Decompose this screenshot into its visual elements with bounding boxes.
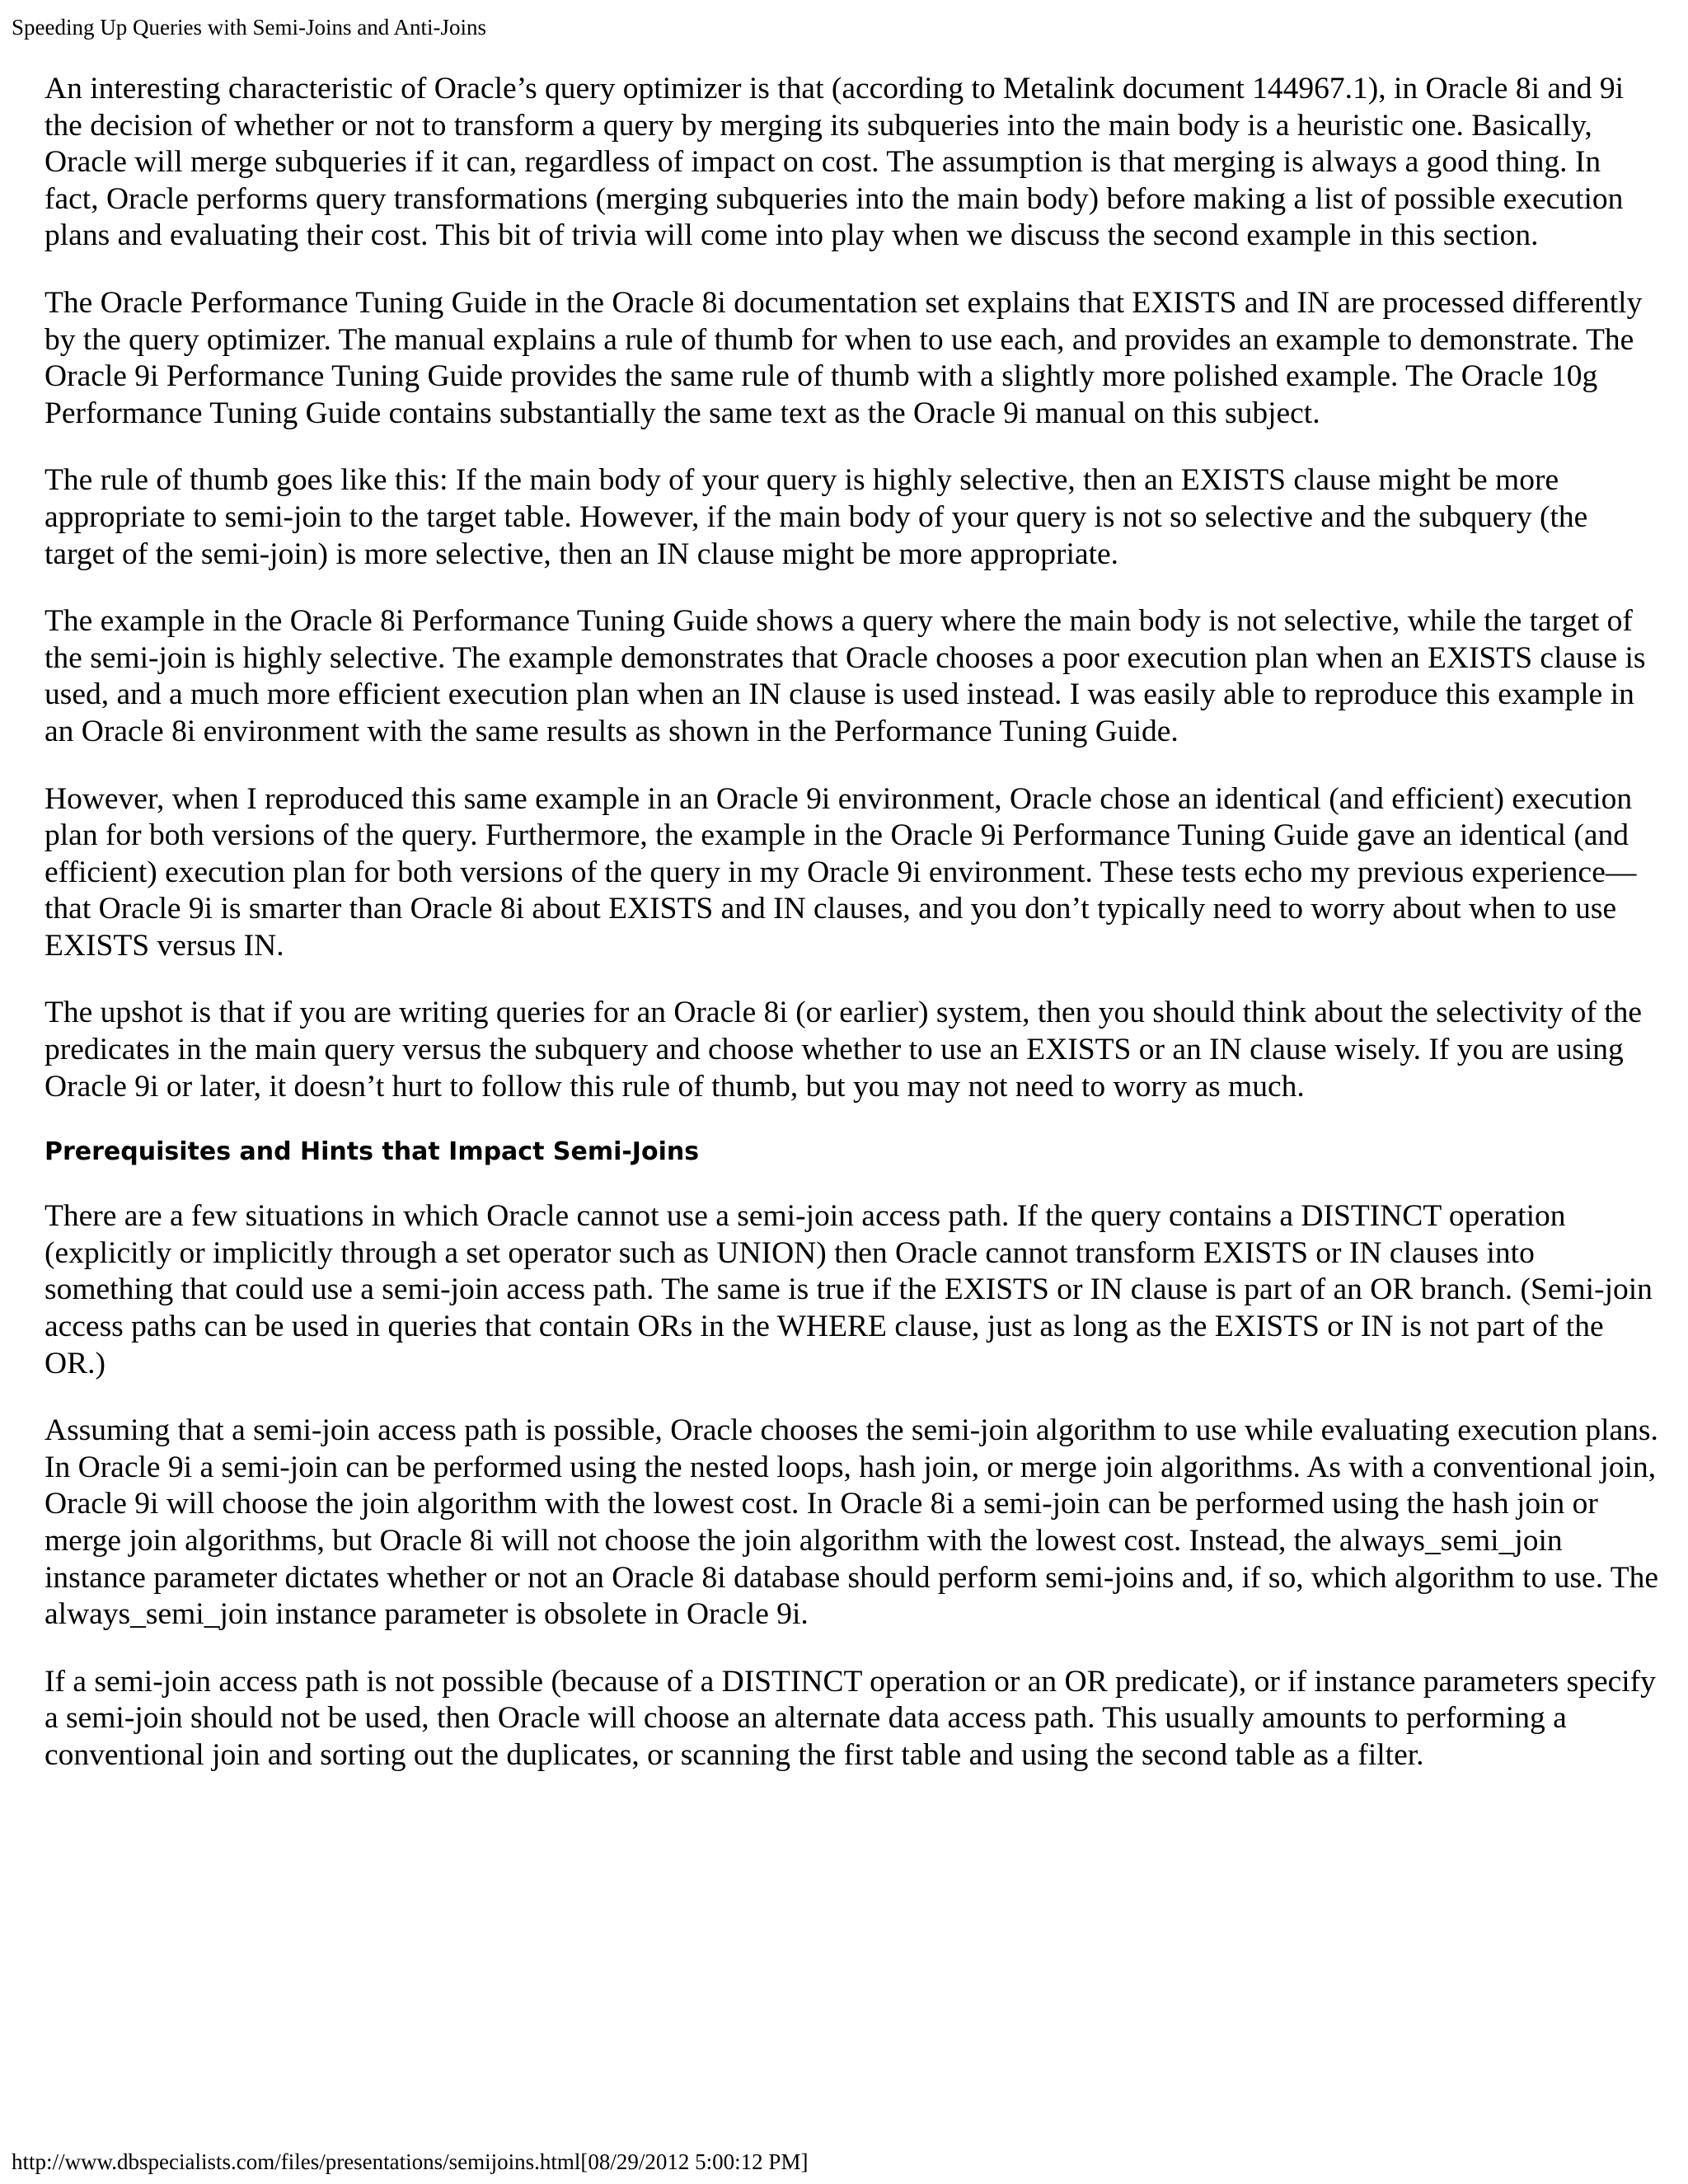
paragraph: An interesting characteristic of Oracle’s query optimizer is that (according to Metalink document 144967.1), in Oracle 8i and 9i the decision of whether or not to transform a query by merging its subqueries into the main body is a heuristic one. Basically, Oracle will merge subqueries if it can, regardless of impact on cost. The assumption is that merging is always a good thing. In fact, Oracle performs query transformations (merging subqueries into the main body) before making a list of possible execution plans and evaluating their cost. This bit of trivia will come into play when we discuss the second example in this section. xyxy=(45,72,1625,253)
page-header-title: Speeding Up Queries with Semi-Joins and Anti-Joins xyxy=(12,15,486,40)
paragraph: The example in the Oracle 8i Performance Tuning Guide shows a query where the main body is not selective, while the target of the semi-join is highly selective. The example demonstrates that Oracle chooses a poor execution plan when an EXISTS clause is used, and a much more efficient execution plan when an IN clause is used instead. I was easily able to reproduce this example in an Oracle 8i environment with the same results as shown in the Performance Tuning Guide. xyxy=(45,604,1646,748)
paragraph: Assuming that a semi-join access path is possible, Oracle chooses the semi-join algorithm to use while evaluating execution plans. In Oracle 9i a semi-join can be performed using the nested loops, hash join, or merge join algorithms. As with a conventional join, Oracle 9i will choose the join algorithm with the lowest cost. In Oracle 8i a semi-join can be performed using the hash join or merge join algorithms, but Oracle 8i will not choose the join algorithm with the lowest cost. Instead, the always_semi_join instance parameter dictates whether or not an Oracle 8i database should perform semi-joins and, if so, which algorithm to use. The always_semi_join instance parameter is obsolete in Oracle 9i. xyxy=(45,1413,1659,1632)
paragraph: The rule of thumb goes like this: If the main body of your query is highly selective, then an EXISTS clause might be more appropriate to semi-join to the target table. However, if the main body of your query is not so selective and the subquery (the target of the semi-join) is more selective, then an IN clause might be more appropriate. xyxy=(45,463,1588,571)
page-footer-url: http://www.dbspecialists.com/files/presentations/semijoins.html[08/29/2012 5:00:12 PM] xyxy=(12,2149,809,2174)
paragraph: If a semi-join access path is not possible (because of a DISTINCT operation or an OR predicate), or if instance parameters specify a semi-join should not be used, then Oracle will choose an alternate data access path. This usually amounts to performing a conventional join and sorting out the duplicates, or scanning the first table and using the second table as a filter. xyxy=(45,1664,1656,1772)
document-body xyxy=(45,71,1660,1805)
paragraph: However, when I reproduced this same example in an Oracle 9i environment, Oracle chose an identical (and efficient) execution plan for both versions of the query. Furthermore, the example in the Oracle 9i Performance Tuning Guide gave an identical (and efficient) execution plan for both versions of the query in my Oracle 9i environment. These tests echo my previous experience—that Oracle 9i is smarter than Oracle 8i about EXISTS and IN clauses, and you don’t typically need to worry about when to use EXISTS versus IN. xyxy=(45,781,1637,963)
paragraph: The Oracle Performance Tuning Guide in the Oracle 8i documentation set explains that EXISTS and IN are processed differently by the query optimizer. The manual explains a rule of thumb for when to use each, and provides an example to demonstrate. The Oracle 9i Performance Tuning Guide provides the same rule of thumb with a slightly more polished example. The Oracle 10g Performance Tuning Guide contains substantially the same text as the Oracle 9i manual on this subject. xyxy=(45,285,1643,430)
paragraph: The upshot is that if you are writing queries for an Oracle 8i (or earlier) system, then you should think about the selectivity of the predicates in the main query versus the subquery and choose whether to use an EXISTS or an IN clause wisely. If you are using Oracle 9i or later, it doesn’t hurt to follow this rule of thumb, but you may not need to worry as much. xyxy=(45,996,1643,1104)
section-heading: Prerequisites and Hints that Impact Semi-Joins xyxy=(45,1137,700,1167)
paragraph: There are a few situations in which Oracle cannot use a semi-join access path. If the query contains a DISTINCT operation (explicitly or implicitly through a set operator such as UNION) then Oracle cannot transform EXISTS or IN clauses into something that could use a semi-join access path. The same is true if the EXISTS or IN clause is part of an OR branch. (Semi-join access paths can be used in queries that contain ORs in the WHERE clause, just as long as the EXISTS or IN is not part of the OR.) xyxy=(45,1199,1653,1380)
